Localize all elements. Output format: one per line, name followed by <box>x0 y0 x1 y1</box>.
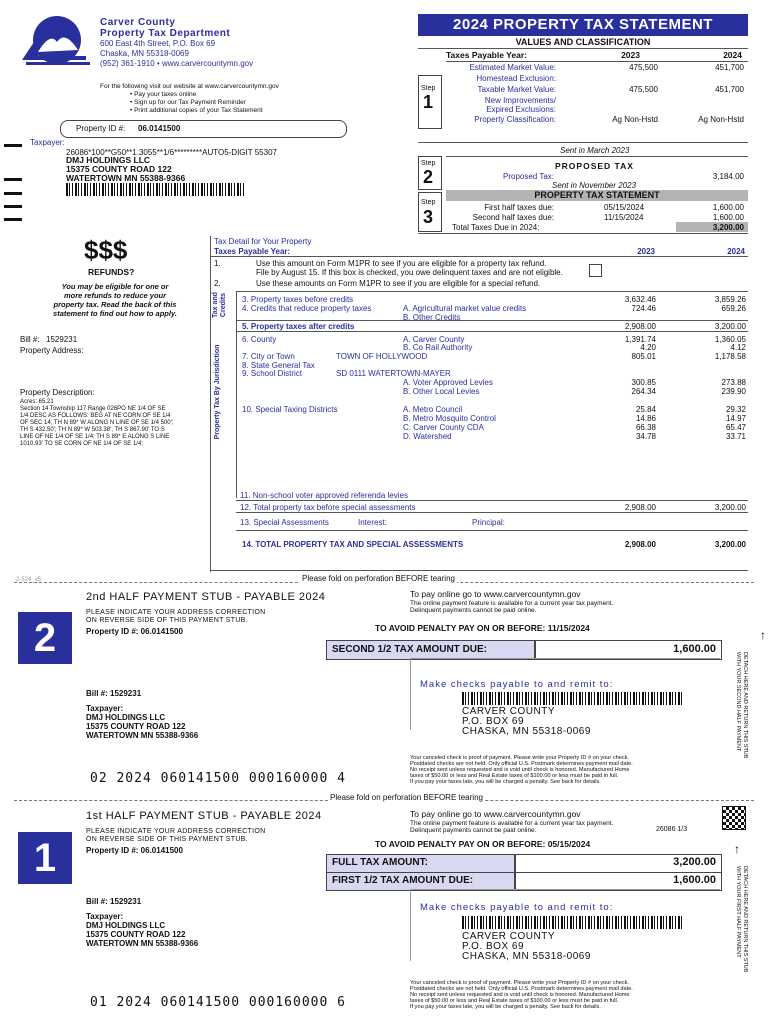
qr-code-icon <box>722 806 746 830</box>
up-arrow-icon: ↑ <box>760 628 766 642</box>
tax-detail-title: Tax Detail for Your Property <box>214 237 312 246</box>
detail-year-label: Taxes Payable Year: <box>214 247 291 256</box>
line-4-curr: 659.26 <box>721 304 746 313</box>
stub-1-penalty-date: TO AVOID PENALTY PAY ON OR BEFORE: 05/15/2024 <box>375 839 591 849</box>
line-7-label: 7. City or Town <box>242 352 295 361</box>
step-3-number: 3 <box>423 207 434 227</box>
stub-2-taxpayer-name: DMJ HOLDINGS LLC <box>86 713 166 722</box>
stub-2-penalty-date: TO AVOID PENALTY PAY ON OR BEFORE: 11/15/2024 <box>375 623 590 633</box>
stub-1-correction-1: PLEASE INDICATE YOUR ADDRESS CORRECTION <box>86 828 266 835</box>
line-10-label: 10. Special Taxing Districts <box>242 405 338 414</box>
stub-1-fine-print: Your canceled check is proof of payment. Please write your Property ID # on your check. <box>410 980 629 986</box>
stub-2-taxpayer-street: 15375 COUNTY ROAD 122 <box>86 722 186 731</box>
stub-2-correction-1: PLEASE INDICATE YOUR ADDRESS CORRECTION <box>86 609 266 616</box>
stub-1-fine-print: Postdated checks are not held. Only official U.S. Postmark determines payment mail date. <box>410 986 633 992</box>
stub-1-remit-2: P.O. BOX 69 <box>462 941 525 952</box>
line-13-interest: Interest: <box>358 518 387 527</box>
line-10a-curr: 29.32 <box>725 405 746 414</box>
proposed-tax-title: PROPOSED TAX <box>555 161 634 171</box>
registration-mark <box>4 144 22 147</box>
stub-1-full-label: FULL TAX AMOUNT: <box>332 857 428 868</box>
step-3-title: PROPERTY TAX STATEMENT <box>534 190 660 200</box>
stub-2-side-text: DETACH HERE AND RETURN THIS STUB <box>742 652 748 759</box>
contact-line: (952) 361-1910 • www.carvercountymn.gov <box>100 59 254 68</box>
line-9a-label: A. Voter Approved Levies <box>403 378 493 387</box>
homestead-exclusion-label: Homestead Exclusion: <box>476 74 556 83</box>
stub-2-number: 2 <box>33 616 57 660</box>
line-5-prev: 2,908.00 <box>624 322 656 331</box>
description-line: TH S 432.50'; TH N 89* W 503.38'; TH S 867.90' TO S <box>20 427 165 433</box>
stub-1-full-amount: 3,200.00 <box>673 856 716 868</box>
line-13-label: 13. Special Assessments <box>240 518 329 527</box>
line-4-prev: 724.46 <box>631 304 656 313</box>
line-14-curr: 3,200.00 <box>714 540 746 549</box>
line-13-principal: Principal: <box>472 518 505 527</box>
line-10d-prev: 34.78 <box>635 432 656 441</box>
property-id-label: Property ID #: <box>76 124 126 133</box>
proposed-tax-label: Proposed Tax: <box>503 172 554 181</box>
stub-1-taxpayer-name: DMJ HOLDINGS LLC <box>86 921 166 930</box>
line-6-label: 6. County <box>242 335 277 344</box>
line-3-label: 3. Property taxes before credits <box>242 295 354 304</box>
stub-2-online-2: The online payment feature is available for a current year tax payment. <box>410 600 614 607</box>
line-10b-curr: 14.97 <box>725 414 746 423</box>
refunds-text-2: more refunds to reduce your <box>63 291 167 300</box>
total-due-amount: 3,200.00 <box>712 223 744 232</box>
line-10c-label: C. Carver County CDA <box>403 423 484 432</box>
property-address-label: Property Address: <box>20 346 84 355</box>
stub-1-number: 1 <box>33 836 57 880</box>
description-line: LINE OF NE 1/4 OF SE 1/4; TH S 89* E ALONG S LINE <box>20 434 170 440</box>
line-10a-label: A. Metro Council <box>403 405 463 414</box>
description-line: Acres: 65.21 <box>20 399 54 405</box>
stub-2-taxpayer-city: WATERTOWN MN 55388-9366 <box>86 731 199 740</box>
delinquent-checkbox[interactable] <box>589 264 602 277</box>
line-7-curr: 1,178.58 <box>714 352 746 361</box>
line-5-curr: 3,200.00 <box>714 322 746 331</box>
estimated-market-value-prev: 475,500 <box>629 63 658 72</box>
bullet-3: • Print additional copies of your Tax Statement <box>130 107 263 114</box>
line-9b-label: B. Other Local Levies <box>403 387 480 396</box>
jurisdiction-side-label: Property Tax By Jurisdiction <box>214 344 221 440</box>
stub-2-remit-barcode <box>462 692 682 705</box>
stub-2-remit-1: CARVER COUNTY <box>462 706 555 717</box>
stub-1-taxpayer-label: Taxpayer: <box>86 912 124 921</box>
refunds-text-1: You may be eligible for one or <box>61 282 169 291</box>
fold-instruction: Please fold on perforation BEFORE tearing <box>330 793 483 802</box>
postal-barcode <box>66 183 246 196</box>
line-6a-prev: 1,391.74 <box>624 335 656 344</box>
new-improvements-label: New Improvements/ <box>484 96 556 105</box>
bullet-1: • Pay your taxes online <box>130 91 197 98</box>
property-description-label: Property Description: <box>20 388 95 397</box>
stub-2-online-1: To pay online go to www.carvercountymn.gov <box>410 589 581 599</box>
description-line: OF SEC 14; TH N 89* W ALONG N LINE OF SE 1/4 500'; <box>20 420 174 426</box>
property-classification-prev: Ag Non-Hstd <box>612 115 658 124</box>
line-10a-prev: 25.84 <box>635 405 656 414</box>
taxpayer-label: Taxpayer: <box>30 138 65 147</box>
line-3-prev: 3,632.46 <box>624 295 656 304</box>
line-9a-prev: 300.85 <box>631 378 656 387</box>
line-6b-prev: 4.20 <box>640 343 656 352</box>
taxpayer-code: 26086*100**G50**1.3055**1/6*********AUTO5-DIGIT 55307 <box>66 148 277 157</box>
line-6a-curr: 1,360.05 <box>714 335 746 344</box>
stub-2-fine-print: No receipt sent unless requested and is void until check is honored. Manufactured Home <box>410 767 630 773</box>
line-2-text: Use these amounts on Form M1PR to see if you are eligible for a special refund. <box>256 279 541 288</box>
stub-1-fine-print: taxes of $50.00 or less and Real Estate taxes of $100.00 or less must be paid in full. <box>410 998 619 1004</box>
stub-1-taxpayer-city: WATERTOWN MN 55388-9366 <box>86 939 199 948</box>
year-label: Taxes Payable Year: <box>446 50 527 60</box>
line-9b-prev: 264.34 <box>631 387 656 396</box>
expired-exclusions-label: Expired Exclusions: <box>486 105 556 114</box>
stub-2-checks-payable: Make checks payable to and remit to: <box>420 679 614 690</box>
stub-2-correction-2: ON REVERSE SIDE OF THIS PAYMENT STUB. <box>86 617 248 624</box>
address-line-2: Chaska, MN 55318-0069 <box>100 49 189 58</box>
website-note: For the following visit our website at www.carvercountymn.gov <box>100 83 279 90</box>
line-9-district: SD 0111 WATERTOWN-MAYER <box>336 369 451 378</box>
line-10b-prev: 14.86 <box>635 414 656 423</box>
line-4b-label: B. Other Credits <box>403 313 461 322</box>
second-half-label: Second half taxes due: <box>472 213 554 222</box>
property-classification-label: Property Classification: <box>474 115 556 124</box>
second-half-date: 11/15/2024 <box>604 213 644 222</box>
stub-1-taxpayer-street: 15375 COUNTY ROAD 122 <box>86 930 186 939</box>
line-6b-label: B. Co Rail Authority <box>403 343 473 352</box>
registration-mark <box>4 205 22 208</box>
description-line: 1/4 DESC AS FOLLOWS: BEG AT NE CORN OF SE 1/4 <box>20 413 171 419</box>
property-id-value: 06.0141500 <box>138 124 181 133</box>
step-2-number: 2 <box>423 167 434 187</box>
line-1b-text: File by August 15. If this box is checked, you owe delinquent taxes and are not eligible. <box>256 268 563 277</box>
refunds-text-4: statement to find out how to apply. <box>53 309 177 318</box>
detail-year-curr: 2024 <box>727 247 745 256</box>
year-curr: 2024 <box>723 50 742 60</box>
refunds-text-3: property tax. Read the back of this <box>53 300 177 309</box>
step-1-number: 1 <box>423 92 434 112</box>
taxpayer-city: WATERTOWN MN 55388-9366 <box>66 173 186 183</box>
stub-2-title: 2nd HALF PAYMENT STUB - PAYABLE 2024 <box>86 591 326 603</box>
stub-1-ocr-line: 01 2024 060141500 000160000 6 <box>90 995 346 1010</box>
stub-2-fine-print: Your canceled check is proof of payment. Please write your Property ID # on your check. <box>410 755 629 761</box>
year-prev: 2023 <box>621 50 640 60</box>
line-9b-curr: 239.90 <box>721 387 746 396</box>
line-4a-label: A. Agricultural market value credits <box>403 304 527 313</box>
stub-2-remit-2: P.O. BOX 69 <box>462 716 525 727</box>
step-label: Step <box>421 199 436 206</box>
line-8-label: 8. State General Tax <box>242 361 315 370</box>
line-9-label: 9. School District <box>242 369 303 378</box>
line-1-number: 1. <box>214 259 221 268</box>
stub-2-online-3: Delinquent payments cannot be paid online. <box>410 607 537 614</box>
first-half-label: First half taxes due: <box>484 203 554 212</box>
line-6b-curr: 4.12 <box>730 343 746 352</box>
stub-1-amount: 1,600.00 <box>673 874 716 886</box>
stub-1-fine-print: If you pay your taxes late, you will be charged a penalty. See back for details. <box>410 1004 601 1010</box>
estimated-market-value-curr: 451,700 <box>715 63 744 72</box>
line-12-curr: 3,200.00 <box>714 503 746 512</box>
stub-2-amount-label: SECOND 1/2 TAX AMOUNT DUE: <box>332 644 488 655</box>
bill-number: 1529231 <box>46 335 78 344</box>
stub-2-fine-print: taxes of $50.00 or less and Real Estate taxes of $100.00 or less must be paid in full. <box>410 773 619 779</box>
detail-year-prev: 2023 <box>637 247 655 256</box>
sent-november: Sent in November 2023 <box>552 181 637 190</box>
stub-2-property-id: Property ID #: 06.0141500 <box>86 627 183 636</box>
stub-2-ocr-line: 02 2024 060141500 000160000 4 <box>90 771 346 786</box>
line-2-number: 2. <box>214 279 221 288</box>
estimated-market-value-label: Estimated Market Value: <box>469 63 556 72</box>
stub-2-amount: 1,600.00 <box>673 643 716 655</box>
up-arrow-icon: ↑ <box>734 842 740 856</box>
statement-title: 2024 PROPERTY TAX STATEMENT <box>453 16 713 33</box>
sent-march: Sent in March 2023 <box>560 146 630 155</box>
line-14-label: 14. TOTAL PROPERTY TAX AND SPECIAL ASSESSMENTS <box>242 540 464 549</box>
description-line: 1010.93' TO SE CORN OF NE 1/4 OF SE 1/4; <box>20 441 143 447</box>
second-half-amount: 1,600.00 <box>712 213 744 222</box>
line-6a-label: A. Carver County <box>403 335 465 344</box>
stub-1-online-2: The online payment feature is available for a current year tax payment. <box>410 820 614 827</box>
stub-1-fine-print: No receipt sent unless requested and is void until check is honored. Manufactured Home <box>410 992 630 998</box>
description-line: Section 14 Township 117 Range 026PO NE 1/4 OF SE <box>20 406 166 412</box>
stub-1-side-text: WITH YOUR FIRST HALF PAYMENT <box>735 866 741 958</box>
proposed-tax-value: 3,184.00 <box>712 172 744 181</box>
stub-2-fine-print: Postdated checks are not held. Only official U.S. Postmark determines payment mail date. <box>410 761 633 767</box>
line-7-city: TOWN OF HOLLYWOOD <box>336 352 428 361</box>
stub-2-side-text: WITH YOUR SECOND HALF PAYMENT <box>735 652 741 752</box>
taxable-market-value-label: Taxable Market Value: <box>477 85 556 94</box>
line-12-label: 12. Total property tax before special assessments <box>240 503 416 512</box>
line-9a-curr: 273.88 <box>721 378 746 387</box>
refunds-title: REFUNDS? <box>88 267 135 277</box>
stub-1-bill: Bill #: 1529231 <box>86 897 142 906</box>
line-10b-label: B. Metro Mosquito Control <box>403 414 496 423</box>
stub-2-remit-3: CHASKA, MN 55318-0069 <box>462 726 591 737</box>
dept-name: Property Tax Department <box>100 28 231 39</box>
stub-1-online-1: To pay online go to www.carvercountymn.gov <box>410 809 581 819</box>
line-10d-label: D. Watershed <box>403 432 452 441</box>
taxable-market-value-prev: 475,500 <box>629 85 658 94</box>
line-5-label: 5. Property taxes after credits <box>242 322 355 331</box>
tax-and-credits-side-label: Tax and Credits <box>212 292 227 318</box>
property-classification-curr: Ag Non-Hstd <box>698 115 744 124</box>
stub-1-correction-2: ON REVERSE SIDE OF THIS PAYMENT STUB. <box>86 836 248 843</box>
first-half-date: 05/15/2024 <box>604 203 645 212</box>
stub-2-taxpayer-label: Taxpayer: <box>86 704 124 713</box>
line-11-label: 11. Non-school voter approved referenda levies <box>240 491 408 500</box>
line-14-prev: 2,908.00 <box>624 540 656 549</box>
refund-dollar-signs: $$$ <box>84 235 128 265</box>
line-1a-text: Use this amount on Form M1PR to see if you are eligible for a property tax refund. <box>256 259 547 268</box>
county-logo <box>20 12 94 70</box>
stub-2-bill: Bill #: 1529231 <box>86 689 142 698</box>
total-due-label: Total Taxes Due in 2024: <box>452 223 540 232</box>
stub-1-remit-1: CARVER COUNTY <box>462 931 555 942</box>
form-code: 2-524_v5 <box>16 577 42 583</box>
values-section-title: VALUES AND CLASSIFICATION <box>515 37 651 47</box>
address-line-1: 600 East 4th Street, P.O. Box 69 <box>100 39 216 48</box>
stub-1-remit-barcode <box>462 916 682 929</box>
org-name: Carver County <box>100 17 176 28</box>
line-4-label: 4. Credits that reduce property taxes <box>242 304 372 313</box>
stub-1-amount-label: FIRST 1/2 TAX AMOUNT DUE: <box>332 875 474 886</box>
stub-1-online-3: Delinquent payments cannot be paid online. <box>410 827 537 834</box>
first-half-amount: 1,600.00 <box>712 203 744 212</box>
line-10c-prev: 66.38 <box>635 423 656 432</box>
step-label: Step <box>421 160 436 167</box>
stub-1-page-ref: 26086 1/3 <box>656 826 688 833</box>
stub-1-side-text: DETACH HERE AND RETURN THIS STUB <box>742 866 748 973</box>
line-10c-curr: 65.47 <box>725 423 746 432</box>
step-label: Step <box>421 85 436 92</box>
line-3-curr: 3,859.26 <box>714 295 746 304</box>
fold-instruction: Please fold on perforation BEFORE tearing <box>302 574 455 583</box>
registration-mark <box>4 192 22 195</box>
bill-label: Bill #: <box>20 335 40 344</box>
line-10d-curr: 33.71 <box>725 432 746 441</box>
stub-1-title: 1st HALF PAYMENT STUB - PAYABLE 2024 <box>86 810 322 822</box>
stub-1-checks-payable: Make checks payable to and remit to: <box>420 902 614 913</box>
registration-mark <box>4 218 22 221</box>
taxpayer-street: 15375 COUNTY ROAD 122 <box>66 164 172 174</box>
taxpayer-name: DMJ HOLDINGS LLC <box>66 155 151 165</box>
taxable-market-value-curr: 451,700 <box>715 85 744 94</box>
stub-2-fine-print: If you pay your taxes late, you will be charged a penalty. See back for details. <box>410 779 601 785</box>
registration-mark <box>4 178 22 181</box>
stub-1-property-id: Property ID #: 06.0141500 <box>86 846 183 855</box>
bullet-2: • Sign up for our Tax Payment Reminder <box>130 99 246 106</box>
stub-1-remit-3: CHASKA, MN 55318-0069 <box>462 951 591 962</box>
line-12-prev: 2,908.00 <box>624 503 656 512</box>
line-7-prev: 805.01 <box>631 352 656 361</box>
